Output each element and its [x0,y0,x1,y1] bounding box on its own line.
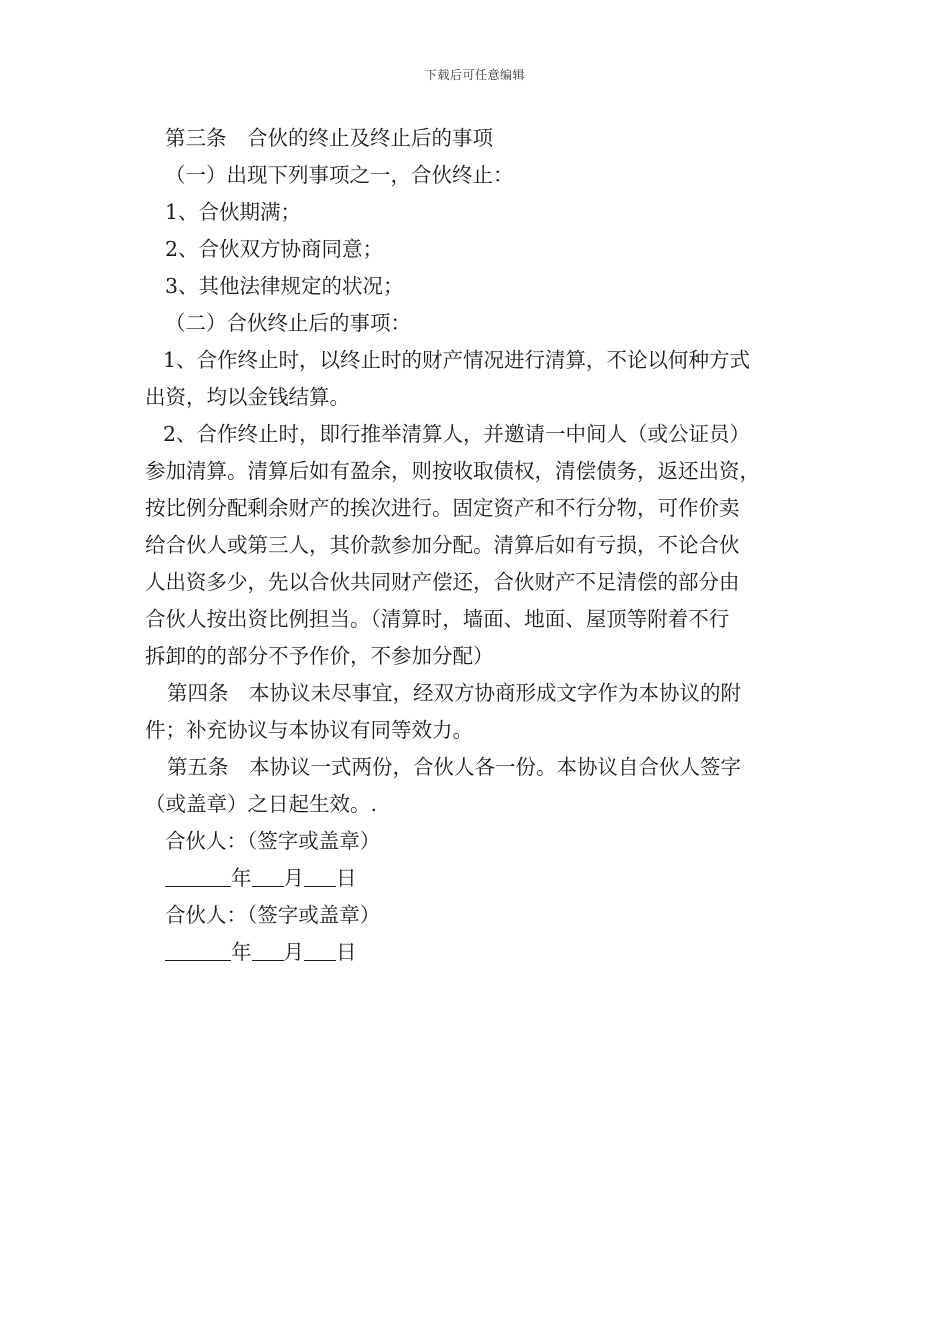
signature-label: 合伙人：（签字或盖章） [165,903,381,927]
page-header: 下载后可任意编辑 [424,68,525,82]
signature-date [145,934,815,971]
paragraph-line: 参加清算。清算后如有盈余，则按收取债权，清偿债务，返还出资， [145,459,760,483]
paragraph-line: 人出资多少，先以合伙共同财产偿还，合伙财产不足清偿的部分由 [145,570,740,594]
list-item: 2、合伙双方协商同意； [165,237,384,261]
section-2-heading: （二）合伙终止后的事项： [165,311,411,335]
list-item: 3、其他法律规定的状况； [165,274,404,298]
paragraph-line: 1、合作终止时，以终止时的财产情况进行清算，不论以何种方式 [163,348,751,372]
paragraph-line: 2、合作终止时，即行推举清算人，并邀请一中间人（或公证员） [163,422,751,446]
list-item: 1、合伙期满； [165,200,302,224]
paragraph-line: 出资，均以金钱结算。 [145,385,350,409]
day-blank [304,936,336,961]
month-label: 月 [283,940,304,964]
day-label: 日 [336,866,357,890]
paragraph-line: 合伙人按出资比例担当。（清算时，墙面、地面、屋顶等附着不行 [145,607,730,631]
year-label: 年 [231,940,252,964]
day-label: 日 [336,940,357,964]
day-blank [304,862,336,887]
paragraph-line: 按比例分配剩余财产的挨次进行。固定资产和不行分物，可作价卖 [145,496,740,520]
signature-label: 合伙人：（签字或盖章） [165,829,381,853]
section-1-heading: （一）出现下列事项之一，合伙终止： [165,163,514,187]
article-4-line: 第四条 本协议未尽事宜，经双方协商形成文字作为本协议的附 [167,681,741,705]
paragraph-line: 给合伙人或第三人，其价款参加分配。清算后如有亏损，不论合伙 [145,533,740,557]
article-3-title: 第三条 合伙的终止及终止后的事项 [165,126,493,150]
year-label: 年 [231,866,252,890]
year-blank [165,936,231,961]
article-4-line: 件；补充协议与本协议有同等效力。 [145,718,473,742]
article-5-line: （或盖章）之日起生效。. [145,792,378,816]
month-label: 月 [283,866,304,890]
month-blank [252,936,284,961]
signature-date [145,860,815,897]
paragraph-line: 拆卸的的部分不予作价，不参加分配） [145,644,494,668]
month-blank [252,862,284,887]
article-5-line: 第五条 本协议一式两份，合伙人各一份。本协议自合伙人签字 [167,755,741,779]
document-body [145,120,815,971]
year-blank [165,862,231,887]
